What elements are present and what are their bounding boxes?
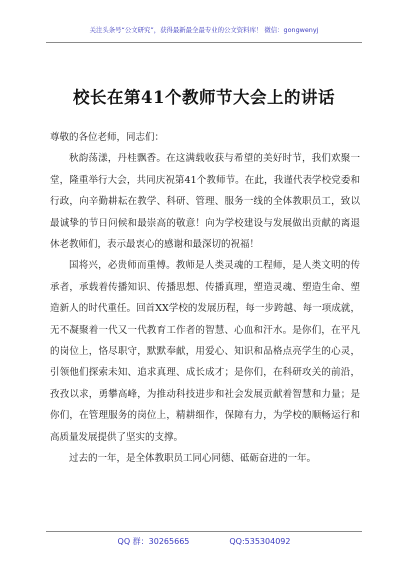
body-paragraph: 过去的一年，是全体教职员工同心同德、砥砺奋进的一年。 (69, 453, 317, 465)
footer-qq-contact: QQ:535304092 (229, 537, 291, 546)
footer-divider (46, 531, 362, 532)
document-title: 校长在第41个教师节大会上的讲话 (73, 88, 335, 107)
body-paragraph: 秋韵荡漾，丹桂飘香。在这满载收获与希望的美好时节，我们欢聚一堂，隆重举行大会，共同庆祝第41个教师节。在此，我谨代表学校党委和行政，向辛勤耕耘在教学、科研、管理、服务一线的全体教职员工，致以最诚挚的节日问候和最崇高的敬意！向为学校建设与发展做出贡献的离退休老教师们，表示最衷心的感谢和最深切的祝福！ (50, 153, 360, 251)
header-divider (46, 42, 362, 43)
footer-qq-group: QQ 群：30265665 (117, 537, 190, 546)
footer (0, 536, 408, 547)
document-body (50, 127, 360, 470)
salutation: 尊敬的各位老师，同志们： (50, 132, 165, 143)
header-banner: 关注头条号“公文研究”，获得最新最全最专业的公文资料库！ 微信：gongwenyj (89, 26, 319, 34)
body-paragraph: 国将兴，必贵师而重傅。教师是人类灵魂的工程师，是人类文明的传承者，承载着传播知识、传播思想、传播真理，塑造灵魂、塑造生命、塑造新人的时代重任。回首XX学校的发展历程，每一步跨越、每一项成就，无不凝聚着一代又一代教育工作者的智慧、心血和汗水。是你们，在平凡的岗位上，恪尽职守，默默奉献，用爱心、知识和品格点亮学生的心灵，引领他们探索未知、追求真理、成长成才；是你们，在科研攻关的前沿，孜孜以求，勇攀高峰，为推动科技进步和社会发展贡献着智慧和力量；是你们，在管理服务的岗位上，精耕细作，保障有力，为学校的顺畅运行和高质量发展提供了坚实的支撑。 (50, 260, 360, 443)
